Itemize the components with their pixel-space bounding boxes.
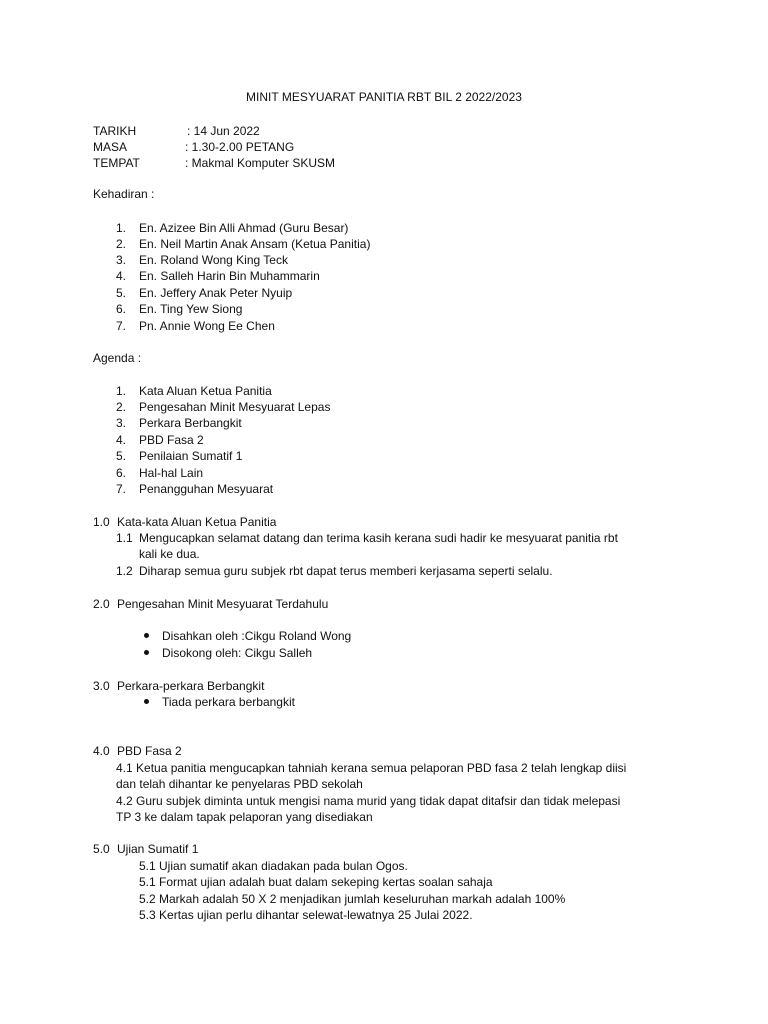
paragraph-line: 5.2 Markah adalah 50 X 2 menjadikan jumlah keseluruhan markah adalah 100% xyxy=(139,892,566,906)
list-item-number: 2. xyxy=(116,400,127,414)
list-item: Kata Aluan Ketua Panitia xyxy=(139,384,272,398)
agenda-heading: Agenda : xyxy=(93,351,142,365)
info-label-tarikh: TARIKH xyxy=(93,124,137,138)
info-value-masa: : 1.30-2.00 PETANG xyxy=(185,140,295,154)
paragraph-line: 4.1 Ketua panitia mengucapkan tahniah kerana semua pelaporan PBD fasa 2 telah lengkap diisi xyxy=(116,761,627,775)
list-item-number: 4. xyxy=(116,433,127,447)
list-item: Perkara Berbangkit xyxy=(139,416,242,430)
list-item: Mengucapkan selamat datang dan terima kasih kerana sudi hadir ke mesyuarat panitia rbt xyxy=(139,531,618,545)
paragraph-line: dan telah dihantar ke penyelaras PBD sekolah xyxy=(116,777,363,791)
document-title: MINIT MESYUARAT PANITIA RBT BIL 2 2022/2023 xyxy=(246,90,522,104)
list-item-number: 7. xyxy=(116,319,127,333)
list-item-number: 5. xyxy=(116,449,127,463)
paragraph-line: TP 3 ke dalam tapak pelaporan yang disediakan xyxy=(116,810,373,824)
list-item-number: 1. xyxy=(116,384,127,398)
section-5-heading: Ujian Sumatif 1 xyxy=(117,842,199,856)
list-item-number: 5. xyxy=(116,286,127,300)
section-1-heading: Kata-kata Aluan Ketua Panitia xyxy=(117,515,277,529)
list-item: Hal-hal Lain xyxy=(139,466,204,480)
bullet-item: Disahkan oleh :Cikgu Roland Wong xyxy=(162,629,352,643)
bullet-item: Disokong oleh: Cikgu Salleh xyxy=(162,646,313,660)
list-item: Pengesahan Minit Mesyuarat Lepas xyxy=(139,400,331,414)
bullet-icon xyxy=(144,650,149,655)
list-item-number: 2. xyxy=(116,237,127,251)
section-4-number: 4.0 xyxy=(93,744,110,758)
list-item: Diharap semua guru subjek rbt dapat terus memberi kerjasama seperti selalu. xyxy=(139,564,553,578)
list-item: En. Salleh Harin Bin Muhammarin xyxy=(139,269,320,283)
list-item-number: 1. xyxy=(116,221,127,235)
kehadiran-heading: Kehadiran : xyxy=(93,187,155,201)
list-item: Pn. Annie Wong Ee Chen xyxy=(139,319,275,333)
paragraph-line: 5.1 Ujian sumatif akan diadakan pada bulan Ogos. xyxy=(139,859,408,873)
section-2-number: 2.0 xyxy=(93,597,110,611)
paragraph-line: 4.2 Guru subjek diminta untuk mengisi nama murid yang tidak dapat ditafsir dan tidak melepasi xyxy=(116,794,621,808)
list-item-number: 6. xyxy=(116,302,127,316)
list-item: En. Jeffery Anak Peter Nyuip xyxy=(139,286,293,300)
list-item-number: 7. xyxy=(116,482,127,496)
list-item: En. Neil Martin Anak Ansam (Ketua Panitia) xyxy=(139,237,371,251)
bullet-icon xyxy=(144,699,149,704)
list-item-number: 6. xyxy=(116,466,127,480)
info-value-tempat: : Makmal Komputer SKUSM xyxy=(185,156,336,170)
list-item-number: 3. xyxy=(116,253,127,267)
info-label-masa: MASA xyxy=(93,140,128,154)
section-2-heading: Pengesahan Minit Mesyuarat Terdahulu xyxy=(117,597,329,611)
list-item: En. Azizee Bin Alli Ahmad (Guru Besar) xyxy=(139,221,349,235)
list-item-number: 1.1 xyxy=(116,531,133,545)
list-item-number: 4. xyxy=(116,269,127,283)
section-3-heading: Perkara-perkara Berbangkit xyxy=(117,679,265,693)
list-item-number: 3. xyxy=(116,416,127,430)
info-label-tempat: TEMPAT xyxy=(93,156,140,170)
section-5-number: 5.0 xyxy=(93,842,110,856)
section-1-number: 1.0 xyxy=(93,515,110,529)
bullet-item: Tiada perkara berbangkit xyxy=(162,695,295,709)
list-item: En. Ting Yew Siong xyxy=(139,302,243,316)
list-item: Penilaian Sumatif 1 xyxy=(139,449,243,463)
section-4-heading: PBD Fasa 2 xyxy=(117,744,182,758)
list-item: Penangguhan Mesyuarat xyxy=(139,482,274,496)
list-item-continued: kali ke dua. xyxy=(139,547,200,561)
list-item: En. Roland Wong King Teck xyxy=(139,253,288,267)
list-item-number: 1.2 xyxy=(116,564,133,578)
section-3-number: 3.0 xyxy=(93,679,110,693)
paragraph-line: 5.3 Kertas ujian perlu dihantar selewat-lewatnya 25 Julai 2022. xyxy=(139,908,473,922)
list-item: PBD Fasa 2 xyxy=(139,433,204,447)
bullet-icon xyxy=(144,633,149,638)
info-value-tarikh: : 14 Jun 2022 xyxy=(187,124,260,138)
paragraph-line: 5.1 Format ujian adalah buat dalam sekeping kertas soalan sahaja xyxy=(139,875,493,889)
